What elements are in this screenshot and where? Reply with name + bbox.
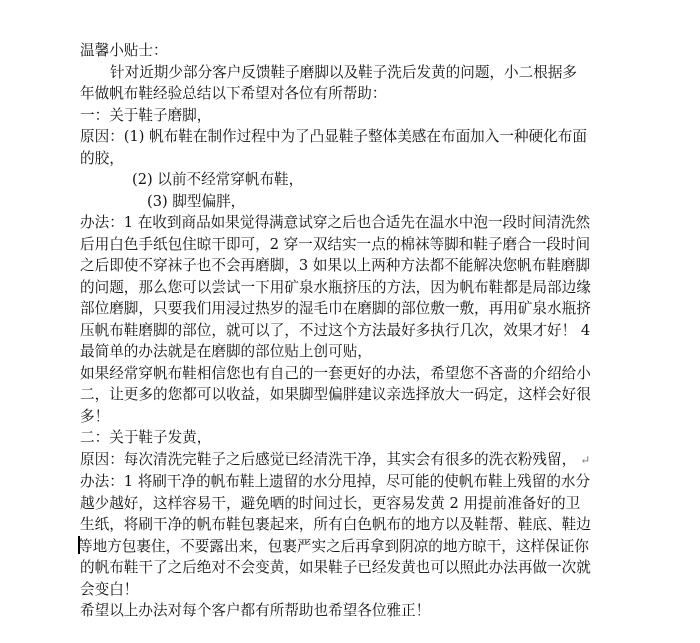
section-1-title: 一：关于鞋子磨脚， xyxy=(80,106,212,124)
section-2-reason xyxy=(80,449,640,472)
intro-paragraph xyxy=(80,62,640,105)
suggestion-line: 多！ xyxy=(80,407,110,425)
method-line-text: 等地方包裹住，不要露出来，包裹严实之后再拿到阴凉的地方晾干，这样保证你 xyxy=(78,537,589,555)
section-2-title: 二：关于鞋子发黄， xyxy=(80,429,212,446)
reason-item-2: (2) 以前不经常穿帆布鞋， xyxy=(132,171,304,188)
method-line: 的问题，那么您可以尝试一下用矿泉水瓶挤压的方法，因为帆布鞋都是局部边缘 xyxy=(80,278,591,296)
method-line: 最简单的办法就是在磨脚的部位贴上创可贴， xyxy=(80,343,372,360)
method-line: 压帆布鞋磨脚的部位，就可以了，不过这个方法最好多执行几次，效果才好！ 4 xyxy=(80,321,591,339)
reason-line: 的胶， xyxy=(80,149,124,167)
method-line: 之后即使不穿袜子也不会再磨脚，3 如果以上两种方法都不能解决您帆布鞋磨脚 xyxy=(80,257,591,274)
method-line-with-cursor[interactable] xyxy=(80,536,640,558)
method-line: 部位磨脚，只要我们用浸过热岁的湿毛巾在磨脚的部位敷一敷，再用矿泉水瓶挤 xyxy=(80,300,591,317)
doc-heading: 温馨小贴士： xyxy=(80,42,168,59)
section-1-reason xyxy=(80,126,640,169)
closing-line: 希望以上办法对每个客户都有所帮助也希望各位雅正！ xyxy=(80,602,431,619)
method-line: 办法：1 将刷干净的帆布鞋上遗留的水分甩掉，尽可能的使帆布鞋上残留的水分 xyxy=(80,473,591,490)
reason-line: 原因：(1) 帆布鞋在制作过程中为了凸显鞋子整体美感在布面加入一种硬化布面 xyxy=(80,128,587,145)
method-line: 后用白色手纸包住晾干即可，2 穿一双结实一点的棉袜等脚和鞋子磨合一段时间 xyxy=(80,235,591,253)
intro-line: 年做帆布鞋经验总结以下希望对各位有所帮助： xyxy=(80,85,387,102)
section-1-method xyxy=(80,212,640,363)
suggestion-line: 二，让更多的您都可以收益，如果脚型偏胖建议亲选择放大一码定，这样会好很 xyxy=(80,386,591,403)
method-line: 越少越好，这样容易干，避免晒的时间过长，更容易发黄 2 用提前准备好的卫 xyxy=(80,494,581,512)
reason-item-3: (3) 脚型偏胖， xyxy=(147,192,246,210)
method-line: 生纸，将刷干净的帆布鞋包裹起来，所有白色帆布的地方以及鞋帮、鞋底、鞋边 xyxy=(80,516,591,533)
intro-line: 针对近期少部分客户反馈鞋子磨脚以及鞋子洗后发黄的问题，小二根据多 xyxy=(110,63,578,81)
method-line: 的帆布鞋干了之后绝对不会变黄，如果鞋子已经发黄也可以照此办法再做一次就 xyxy=(80,559,591,576)
suggestion-line: 如果经常穿帆布鞋相信您也有自己的一套更好的办法，希望您不吝啬的介绍给小 xyxy=(80,364,591,382)
section-2-reason-text: 原因：每次清洗完鞋子之后感觉已经清洗干净，其实会有很多的洗衣粉残留， xyxy=(80,450,577,468)
document-body xyxy=(80,40,640,622)
paragraph-mark-icon: ↵ xyxy=(580,452,591,467)
method-line: 办法：1 在收到商品如果觉得满意试穿之后也合适先在温水中泡一段时间清洗然 xyxy=(80,214,591,231)
method-line: 会变白！ xyxy=(80,580,139,598)
section-2-method xyxy=(80,471,640,600)
section-1-suggestion xyxy=(80,363,640,428)
